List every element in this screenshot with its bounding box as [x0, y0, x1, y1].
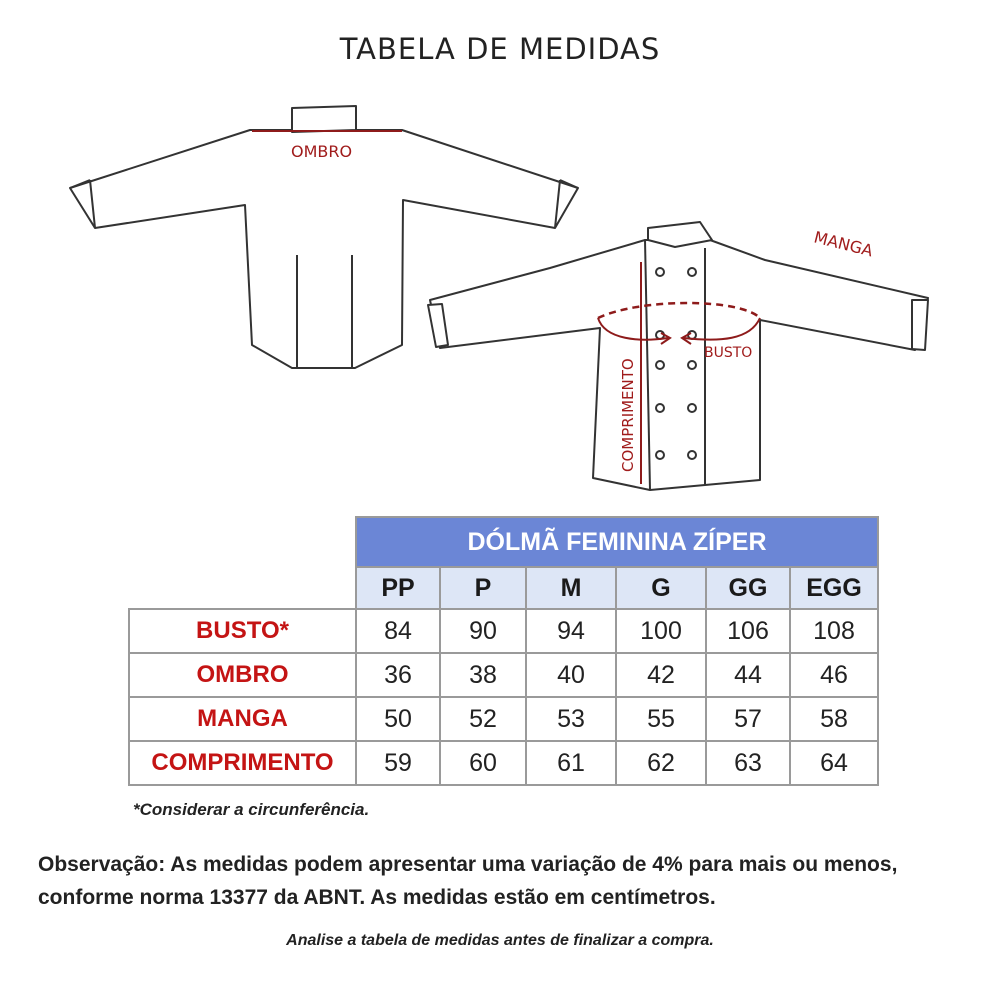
size-header: G	[616, 567, 706, 609]
table-cell: 58	[790, 697, 878, 741]
label-sleeve: MANGA	[812, 227, 875, 261]
asterisk-note: *Considerar a circunferência.	[133, 800, 370, 819]
table-cell: 61	[526, 741, 616, 785]
size-header: P	[440, 567, 526, 609]
size-header: GG	[706, 567, 790, 609]
table-cell: 52	[440, 697, 526, 741]
page-title: TABELA DE MEDIDAS	[339, 32, 661, 66]
table-cell: 44	[706, 653, 790, 697]
table-corner	[129, 567, 356, 609]
footer-note: Analise a tabela de medidas antes de finalizar a compra.	[286, 932, 714, 949]
table-cell: 64	[790, 741, 878, 785]
table-row-bust	[129, 609, 878, 653]
jacket-front-view	[428, 222, 928, 490]
table-cell: 106	[706, 609, 790, 653]
table-row-length	[129, 741, 878, 785]
row-label-length: COMPRIMENTO	[129, 741, 356, 785]
table-cell: 55	[616, 697, 706, 741]
label-bust: BUSTO	[704, 345, 753, 361]
label-shoulder: OMBRO	[291, 142, 353, 161]
table-cell: 38	[440, 653, 526, 697]
table-cell: 42	[616, 653, 706, 697]
jacket-illustration	[0, 90, 1000, 500]
table-cell: 57	[706, 697, 790, 741]
table-row-shoulder	[129, 653, 878, 697]
size-header: M	[526, 567, 616, 609]
size-header: EGG	[790, 567, 878, 609]
table-corner	[129, 517, 356, 567]
table-cell: 62	[616, 741, 706, 785]
size-table	[128, 516, 879, 786]
table-cell: 36	[356, 653, 440, 697]
table-cell: 46	[790, 653, 878, 697]
table-cell: 94	[526, 609, 616, 653]
size-header: PP	[356, 567, 440, 609]
label-length: COMPRIMENTO	[619, 358, 637, 472]
table-row-sleeve	[129, 697, 878, 741]
table-cell: 90	[440, 609, 526, 653]
table-cell: 59	[356, 741, 440, 785]
row-label-shoulder: OMBRO	[129, 653, 356, 697]
table-cell: 53	[526, 697, 616, 741]
table-cell: 100	[616, 609, 706, 653]
table-cell: 40	[526, 653, 616, 697]
table-cell: 50	[356, 697, 440, 741]
row-label-sleeve: MANGA	[129, 697, 356, 741]
table-cell: 108	[790, 609, 878, 653]
row-label-bust: BUSTO*	[129, 609, 356, 653]
product-title: DÓLMÃ FEMININA ZÍPER	[356, 517, 878, 567]
table-cell: 63	[706, 741, 790, 785]
table-cell: 60	[440, 741, 526, 785]
table-cell: 84	[356, 609, 440, 653]
observation-note: Observação: As medidas podem apresentar uma variação de 4% para mais ou menos, conforme norma 13377 da ABNT. As medidas estão em centímetros.	[38, 853, 898, 909]
